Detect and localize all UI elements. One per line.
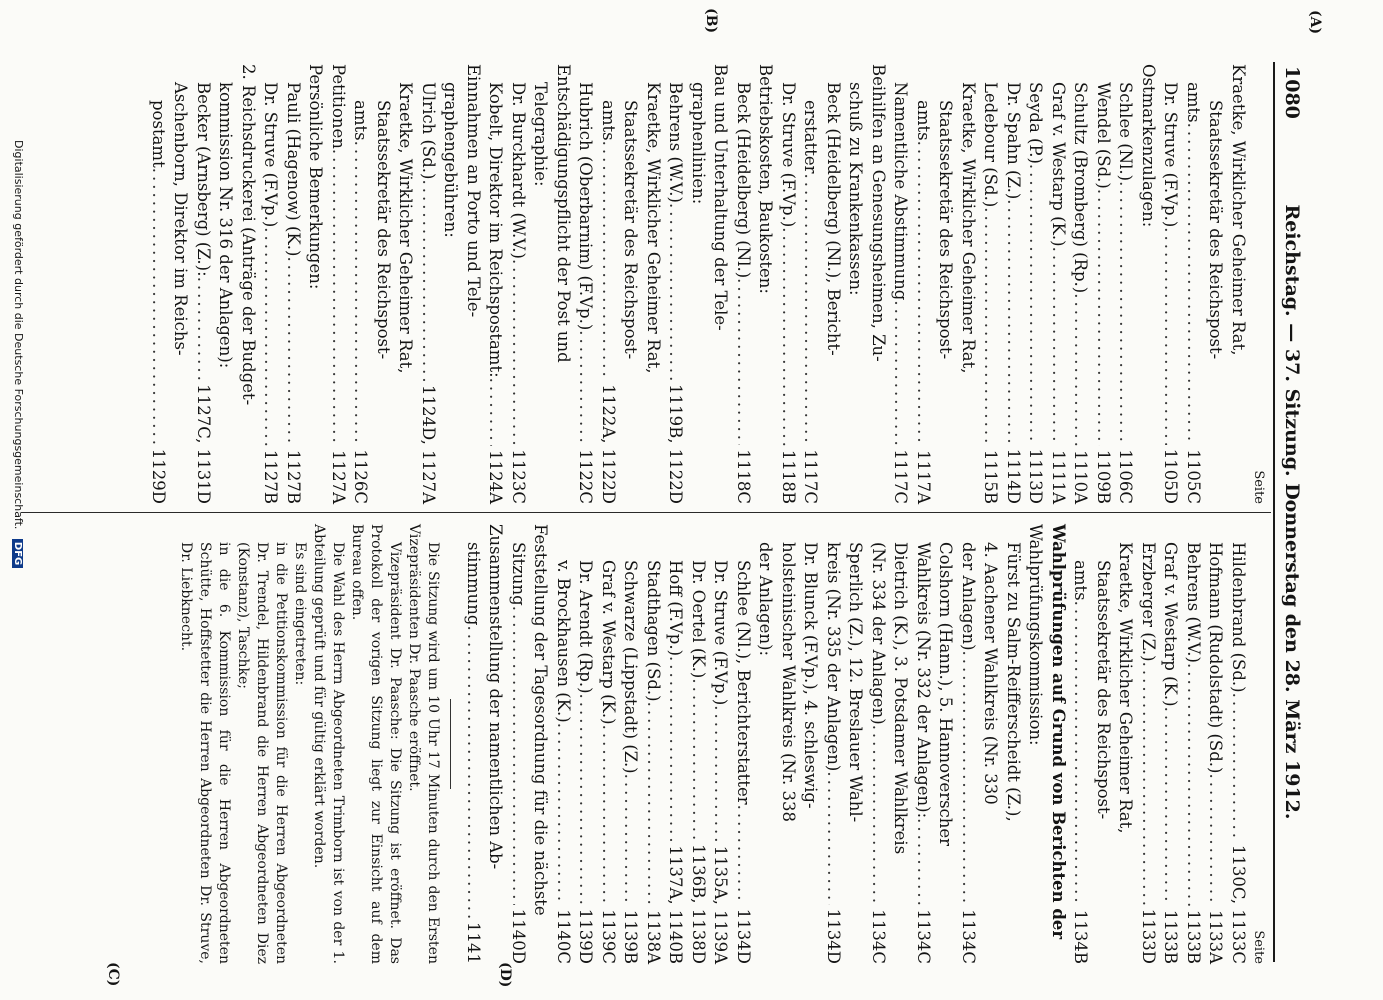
- index-text-line: Kraetke, Wirklicher Geheimer Rat,: [396, 82, 416, 374]
- entry-label: Dr. Struve (F.Vp.): [261, 82, 281, 228]
- page-reference: 1119B, 1122D: [666, 384, 686, 504]
- index-entry: [484, 64, 507, 504]
- margin-mark-c: (C): [105, 962, 121, 987]
- entry-label: Wahlkreis (Nr. 332 der Anlagen):: [914, 542, 933, 819]
- page-reference: 1106C: [1116, 449, 1136, 504]
- index-entry: [912, 64, 935, 504]
- leader-dots: [597, 141, 620, 381]
- page-reference: 1127A: [329, 450, 348, 504]
- right-column: [177, 524, 1268, 964]
- index-entry: [574, 524, 597, 964]
- index-entry: [327, 64, 350, 504]
- page-reference: 1134C: [869, 909, 888, 964]
- leader-dots: [507, 259, 530, 445]
- leader-dots: [822, 771, 845, 904]
- index-entry: [664, 64, 687, 504]
- index-text-line: Einnahmen an Porto und Tele-: [464, 64, 483, 318]
- page-reference: 1134B: [1071, 909, 1091, 964]
- page-reference: 1134D: [824, 908, 843, 964]
- index-text-line: Aschenborn, Direktor im Reichs-: [171, 82, 191, 356]
- entry-label: Hoff (F.Vp.): [666, 560, 686, 657]
- entry-label: Schwarze (Lippstadt) (Z.): [621, 560, 641, 774]
- index-entry: [799, 64, 822, 504]
- index-entry: [1114, 64, 1137, 504]
- index-entry: [1204, 524, 1227, 964]
- entry-label: erstatter: [801, 100, 821, 174]
- index-text-line: Staatssekretär des Reichspost-: [936, 100, 956, 360]
- page-reference: 1105C: [1184, 449, 1203, 504]
- index-entry: [597, 524, 620, 964]
- index-text-line: graphenlinien:: [689, 82, 708, 205]
- leader-dots: [642, 702, 665, 906]
- index-text-line: Dr. Blunck (F.Vp.), 4. schleswig-: [801, 542, 821, 809]
- leader-dots: [732, 805, 755, 905]
- leader-dots: [957, 651, 980, 906]
- leader-dots: [192, 277, 215, 381]
- entry-label: Schultz (Bromberg) (Rp.): [1071, 82, 1091, 294]
- index-entry: [1092, 64, 1115, 504]
- page-reference: 1118B: [779, 449, 798, 504]
- page-reference: 1127B: [284, 449, 303, 504]
- page-reference: 1139B: [621, 909, 641, 964]
- leader-dots: [597, 725, 620, 906]
- leader-dots: [1047, 247, 1070, 447]
- leader-dots: [1069, 293, 1092, 446]
- index-entry: [979, 64, 1002, 504]
- entry-label: Hubrich (Oberbarnim) (F.Vp.): [576, 82, 596, 331]
- index-entry: [889, 64, 912, 504]
- index-entry: [1182, 64, 1205, 504]
- index-text-line: kommission Nr. 316 der Anlagen):: [216, 82, 236, 369]
- dfg-logo: DFG: [12, 539, 23, 568]
- leader-dots: [1204, 773, 1227, 906]
- entered-paragraph: Es sind eingetreten:: [292, 542, 309, 686]
- index-entry: [709, 524, 732, 964]
- commission-entry: in die 6. Kommission für die Herren Abgeordneten Schütte, Hoffstetter die Herren Abgeordneten Dr. Struve, Dr. Liebknecht.: [178, 542, 233, 964]
- index-text-line: Sperlich (Z.), 12. Breslauer Wahl-: [846, 542, 866, 823]
- entry-label: Behrens (W.V.): [666, 82, 686, 203]
- left-column-label: Seite: [1251, 470, 1266, 504]
- index-entry: [1227, 524, 1250, 964]
- leader-dots: [1069, 601, 1092, 906]
- page-reference: 1110A: [1071, 450, 1091, 504]
- entry-label: Hildenbrand (Sd.): [1229, 542, 1248, 693]
- index-text-line: Zusammenstellung der namentlichen Ab-: [486, 524, 506, 870]
- page-reference: 1115B: [981, 449, 1001, 504]
- leader-dots: [1092, 189, 1115, 446]
- entry-label: amts: [351, 100, 371, 141]
- index-entry: [462, 524, 485, 964]
- leader-dots: [1114, 181, 1137, 445]
- index-entry: [664, 524, 687, 964]
- section-separator: [451, 699, 452, 789]
- entry-label: Erzberger (Z.): [1139, 542, 1158, 662]
- left-index-list: [147, 64, 1250, 504]
- page-reference: 1126C: [351, 449, 371, 504]
- page-number: 1080: [1281, 66, 1303, 119]
- margin-mark-a: (A): [1307, 10, 1323, 35]
- page-title: Reichstag. — 37. Sitzung. Donnerstag den 28. März 1912.: [1281, 204, 1303, 820]
- index-entry: [1137, 524, 1160, 964]
- entry-label: Beck (Heidelberg) (Nl.): [734, 82, 753, 279]
- entry-label: amts: [914, 100, 933, 141]
- index-text-line: schuß zu Krankenkassen:: [846, 82, 866, 296]
- entry-label: amts: [1071, 560, 1091, 601]
- index-text-line: Kraetke, Wirklicher Geheimer Rat,: [1116, 542, 1136, 834]
- leader-dots: [259, 227, 282, 446]
- entry-label: kreis (Nr. 335 der Anlagen): [824, 542, 843, 772]
- index-text-line: Telegraphie:: [531, 82, 551, 187]
- page-reference: 1109B: [1094, 449, 1113, 504]
- index-entry: [147, 64, 170, 504]
- index-text-line: Persönliche Bemerkungen:: [306, 64, 326, 290]
- page-reference: 1114D: [1004, 448, 1023, 504]
- opening-paragraph: Die Sitzung wird um 10 Uhr 17 Minuten durch den Ersten Vizepräsidenten Dr. Paasche eröffnet.: [406, 524, 442, 964]
- index-text-line: Staatssekretär des Reichspost-: [1206, 100, 1226, 360]
- entry-label: Graf v. Westarp (K.): [1161, 542, 1181, 707]
- leader-dots: [1182, 123, 1205, 446]
- leader-dots: [282, 256, 305, 445]
- page-reference: 1122C: [576, 449, 596, 504]
- leader-dots: [462, 625, 485, 918]
- page-reference: 1129D: [149, 448, 168, 504]
- leader-dots: [484, 378, 507, 446]
- entry-label: Seyda (P.): [1026, 82, 1046, 164]
- page-reference: 1123C: [509, 449, 528, 504]
- index-text-line: der Anlagen):: [756, 542, 776, 657]
- entry-label: Kobelt, Direktor im Reichspostamt:: [486, 82, 506, 378]
- entry-label: postamt: [149, 100, 168, 168]
- index-entry: [507, 64, 530, 504]
- index-text-line: Staatssekretär des Reichspost-: [1094, 560, 1113, 820]
- index-entry: [642, 524, 665, 964]
- index-entry: [732, 524, 755, 964]
- right-column-label: Seite: [1251, 930, 1266, 964]
- entry-label: Becker (Arnsberg) (Z.):: [194, 82, 213, 277]
- page-reference: 1105D: [1161, 448, 1181, 504]
- index-text-line: 2. Reichsdruckerei (Anträge der Budget-: [239, 64, 258, 406]
- leader-dots: [664, 656, 687, 841]
- entry-label: Ulrich (Sd.): [419, 82, 438, 180]
- leader-dots: [1182, 663, 1205, 906]
- index-text-line: Staatssekretär des Reichspost-: [621, 100, 641, 360]
- page-reference: 1124D, 1127A: [419, 384, 438, 504]
- page-reference: 1118C: [734, 449, 753, 504]
- index-text-line: Beck (Heidelberg) (Nl.), Bericht-: [824, 82, 843, 356]
- index-entry: [912, 524, 935, 964]
- page-reference: 1117A: [914, 450, 933, 504]
- index-entry: [957, 524, 980, 964]
- leader-dots: [912, 141, 935, 446]
- index-text-line: Staatssekretär des Reichspost-: [374, 100, 393, 360]
- index-text-line: Betriebskosten, Baukosten:: [756, 64, 776, 294]
- leader-dots: [889, 300, 912, 445]
- index-text-line: Dietrich (K.), 3. Potsdamer Wahlkreis: [891, 542, 911, 855]
- entry-label: amts: [599, 100, 618, 141]
- leader-dots: [799, 174, 822, 446]
- index-entry: [1002, 64, 1025, 504]
- entry-label: Ledebour (Sd.): [981, 82, 1001, 208]
- index-text-line: holsteinischer Wahlkreis (Nr. 338: [779, 542, 798, 822]
- leader-dots: [1137, 662, 1160, 905]
- leader-dots: [349, 141, 372, 446]
- page-reference: 1139D: [576, 908, 596, 964]
- index-entry: [1069, 524, 1092, 964]
- entry-label: stimmung: [464, 542, 483, 626]
- entry-label: Dr. Struve (F.Vp.): [1161, 82, 1181, 228]
- entry-label: Graf v. Westarp (K.): [599, 560, 618, 725]
- margin-mark-d: (D): [497, 962, 513, 988]
- index-entry: [867, 524, 890, 964]
- leader-dots: [1002, 199, 1025, 444]
- index-entry: [1047, 64, 1070, 504]
- index-entry: [732, 64, 755, 504]
- entry-label: Dr. Arendt (Rp.): [576, 560, 596, 694]
- leader-dots: [1227, 693, 1250, 841]
- index-text-line: graphengebühren:: [441, 82, 461, 238]
- leader-dots: [867, 725, 890, 906]
- page-reference: 1124A: [486, 450, 506, 504]
- index-text-line: Fürst zu Salm-Reifferscheidt (Z.),: [1004, 542, 1023, 822]
- entry-label: Schlee (Nl.): [1116, 82, 1136, 182]
- index-text-line: Kraetke, Wirklicher Geheimer Rat,: [644, 82, 663, 374]
- page-reference: 1140C: [554, 909, 573, 964]
- entry-label: Hofmann (Rudolstadt) (Sd.): [1206, 542, 1226, 774]
- page-reference: 1111A: [1049, 450, 1068, 504]
- index-text-line: Kraetke, Wirklicher Geheimer Rat,: [959, 82, 978, 374]
- index-text-line: Kraetke, Wirklicher Geheimer Rat,: [1229, 64, 1248, 356]
- page-reference: 1138A: [644, 910, 663, 964]
- entry-label: Sitzung: [509, 542, 528, 606]
- index-entry: [619, 524, 642, 964]
- entry-label: Dr. Struve (F.Vp.): [779, 82, 798, 228]
- index-entry: [282, 64, 305, 504]
- entry-label: Dr. Oertel (K.): [689, 560, 708, 679]
- president-paragraph: Vizepräsident Dr. Paasche: Die Sitzung ist eröffnet. Das Protokoll der vorigen Sitzung liegt zur Einsicht auf dem Bureau offen.: [349, 524, 404, 964]
- index-entry: [1024, 64, 1047, 504]
- leader-dots: [687, 678, 710, 840]
- page-reference: 1135A, 1139A: [711, 845, 731, 964]
- page-reference: 1113D: [1026, 448, 1046, 504]
- page-reference: 1136B, 1138D: [689, 844, 708, 964]
- leader-dots: [732, 278, 755, 445]
- page-reference: 1127C, 1131D: [194, 384, 213, 504]
- index-entry: [1159, 64, 1182, 504]
- index-entry: [1159, 524, 1182, 964]
- entry-label: amts: [1184, 82, 1203, 123]
- index-entry: [1182, 524, 1205, 964]
- commission-entry: in die Petitionskommission für die Herren Abgeordneten Dr. Trendel, Hildenbrand die Herren Abgeordneten Diez (Konstanz), Taschke;: [235, 542, 290, 964]
- page-reference: 1134C: [959, 909, 978, 964]
- right-index-list: [462, 524, 1250, 964]
- page-reference: 1133B: [1161, 909, 1181, 964]
- section-heading: Wahlprüfungen auf Grund von Berichten der: [1049, 524, 1068, 940]
- page-reference: 1134C: [914, 909, 933, 964]
- page-reference: 1127B: [261, 449, 281, 504]
- entry-label: Graf v. Westarp (K.): [1049, 82, 1068, 247]
- entry-label: Wendel (Sd.): [1094, 82, 1113, 189]
- entry-label: Namentliche Abstimmung: [891, 82, 911, 301]
- page-reference: 1141: [464, 922, 483, 964]
- index-entry: [822, 524, 845, 964]
- leader-dots: [777, 227, 800, 446]
- leader-dots: [979, 207, 1002, 446]
- index-text-line: Ostmarkenzulagen:: [1139, 64, 1158, 228]
- left-column: [147, 64, 1268, 504]
- leader-dots: [664, 203, 687, 380]
- leader-dots: [507, 606, 530, 905]
- entry-label: Schlee (Nl.), Berichterstatter: [734, 560, 753, 805]
- column-divider: [21, 512, 1271, 513]
- index-entry: [259, 64, 282, 504]
- entry-label: Petitionen: [329, 64, 348, 149]
- index-text-line: Beihilfen an Genesungsheimen, Zu-: [869, 64, 888, 362]
- digitization-footer: [12, 140, 25, 1000]
- page-reference: 1130C, 1133C: [1229, 844, 1248, 964]
- page-reference: 1134D: [734, 908, 753, 964]
- leader-dots: [709, 705, 732, 841]
- index-entry: [777, 64, 800, 504]
- page-reference: 1117C: [891, 449, 911, 504]
- leader-dots: [552, 723, 575, 906]
- page-reference: 1117C: [801, 449, 821, 504]
- index-text-line: Entschädigungspflicht der Post und: [554, 64, 573, 363]
- leader-dots: [1159, 227, 1182, 444]
- leader-dots: [574, 694, 597, 905]
- index-entry: [552, 524, 575, 964]
- index-text-line: Feststellung der Tagesordnung für die nächste: [531, 524, 551, 916]
- leader-dots: [147, 168, 170, 445]
- index-entry: [574, 64, 597, 504]
- page-reference: 1140D: [509, 908, 528, 964]
- margin-mark-b: (B): [703, 8, 719, 34]
- index-entry: [1069, 64, 1092, 504]
- page-header: [1273, 62, 1303, 962]
- entry-label: Dr. Spahn (Z.): [1004, 82, 1023, 200]
- entry-label: der Anlagen): [959, 542, 978, 651]
- entry-label: Dr. Burckhardt (W.V.): [509, 82, 528, 259]
- entry-label: (Nr. 334 der Anlagen): [869, 542, 888, 725]
- page-reference: 1137A, 1140B: [666, 845, 686, 964]
- index-entry: [597, 64, 620, 504]
- index-text-line: Colshorn (Hann.), 5. Hannoverscher: [936, 542, 956, 847]
- entry-label: v. Brockhausen (K.): [554, 560, 573, 723]
- leader-dots: [417, 179, 440, 381]
- page-reference: 1122A, 1122D: [599, 384, 618, 504]
- page-reference: 1133A: [1206, 910, 1226, 964]
- entry-label: Behrens (W.V.): [1184, 542, 1203, 663]
- index-entry: [507, 524, 530, 964]
- leader-dots: [912, 818, 935, 905]
- leader-dots: [1159, 707, 1182, 906]
- page-reference: 1139C: [599, 909, 618, 964]
- leader-dots: [619, 774, 642, 906]
- election-paragraph: Die Wahl des Herrn Abgeordneten Trimborn ist von der 1. Abteilung geprüft und für gültig erklärt worden.: [311, 524, 347, 964]
- entry-label: Dr. Struve (F.Vp.): [711, 560, 731, 706]
- footer-text: Digitalisierung gefördert durch die Deutsche Forschungsgemeinschaft.: [12, 140, 25, 530]
- leader-dots: [574, 330, 597, 445]
- leader-dots: [327, 149, 350, 446]
- entry-label: Pauli (Hagenow) (K.): [284, 82, 303, 257]
- index-entry: [349, 64, 372, 504]
- index-text-line: Bau und Unterhaltung der Tele-: [711, 64, 731, 331]
- index-entry: [687, 524, 710, 964]
- index-text-line: 4. Aachener Wahlkreis (Nr. 330: [981, 542, 1001, 805]
- page-reference: 1133D: [1139, 908, 1158, 964]
- page-reference: 1133B: [1184, 909, 1203, 964]
- index-text-line: Wahlprüfungskommission:: [1026, 524, 1046, 746]
- entry-label: Stadthagen (Sd.): [644, 560, 663, 702]
- leader-dots: [1024, 164, 1047, 445]
- index-entry: [417, 64, 440, 504]
- index-entry: [192, 64, 215, 504]
